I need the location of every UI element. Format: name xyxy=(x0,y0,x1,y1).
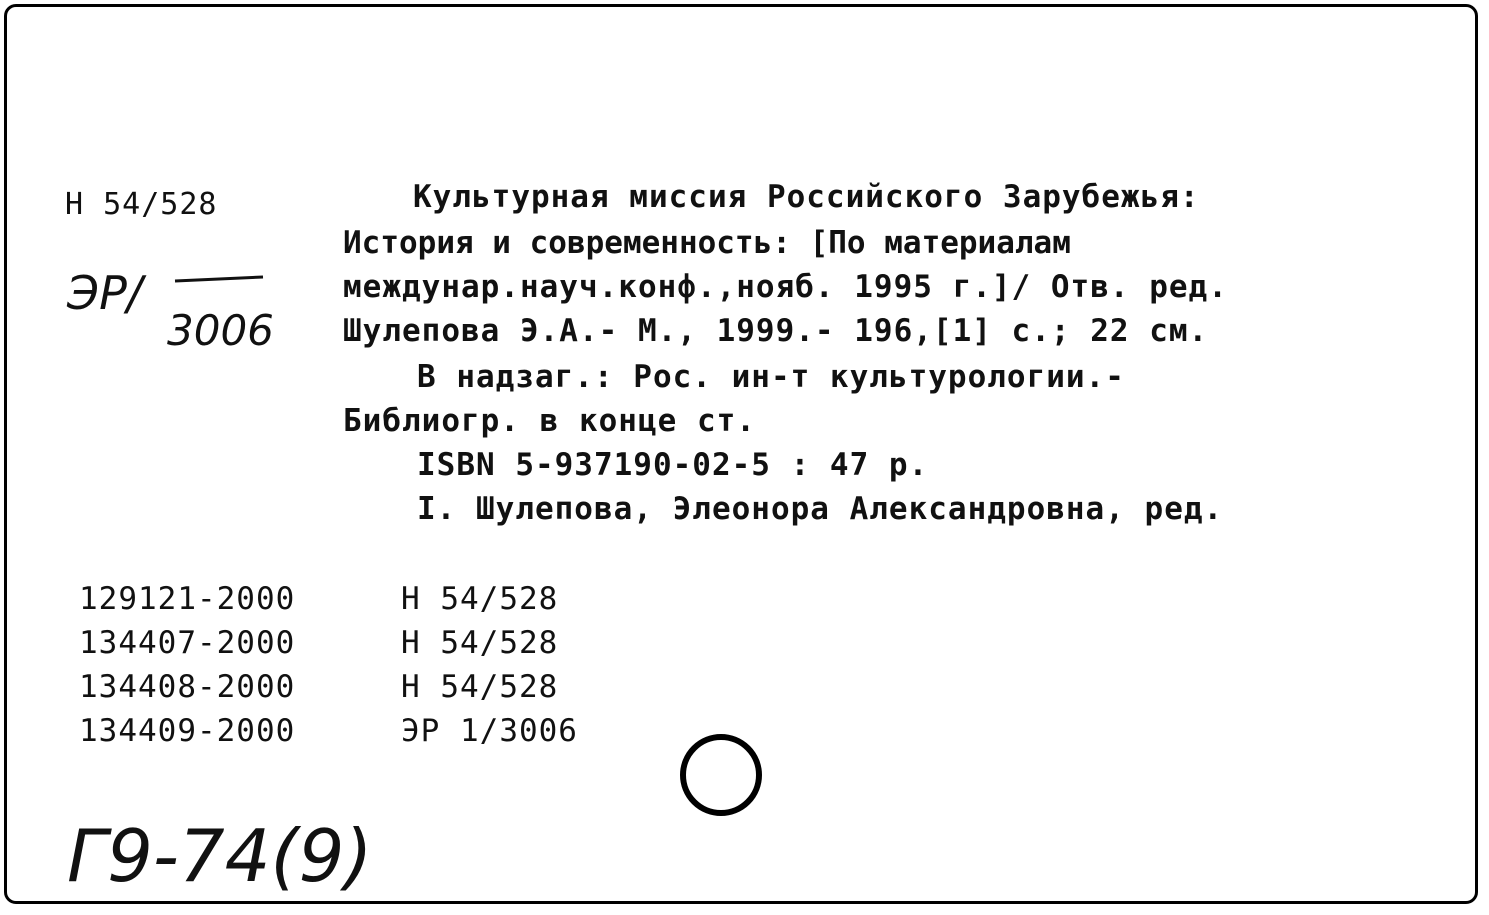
inventory-shelf: Н 54/528 xyxy=(401,581,559,617)
call-number: Н 54/528 xyxy=(65,187,218,222)
handwritten-shelf-mark-drawing xyxy=(63,257,303,367)
svg-text:Г9-74(9): Г9-74(9) xyxy=(67,814,373,898)
inventory-number: 134409-2000 xyxy=(79,713,296,749)
body-line-1: Культурная миссия Российского Зарубежья: xyxy=(413,179,1200,215)
body-line-4: Шулепова Э.А.- М., 1999.- 196,[1] с.; 22 см. xyxy=(343,313,1209,349)
inventory-number: 129121-2000 xyxy=(79,581,296,617)
inventory-number: 134407-2000 xyxy=(79,625,296,661)
svg-text:3006: 3006 xyxy=(167,306,274,355)
handwritten-code-drawing xyxy=(63,795,403,915)
inventory-row xyxy=(79,581,558,617)
inventory-shelf: Н 54/528 xyxy=(401,625,559,661)
body-line-7: ISBN 5-937190-02-5 : 47 р. xyxy=(417,447,929,483)
inventory-shelf: ЭР 1/3006 xyxy=(401,713,578,749)
inventory-shelf: Н 54/528 xyxy=(401,669,559,705)
body-line-2 xyxy=(343,225,1451,261)
inventory-row xyxy=(79,669,558,705)
card-punch-hole xyxy=(680,734,762,816)
body-line-8: I. Шулепова, Элеонора Александровна, ред. xyxy=(417,491,1224,527)
inventory-number: 134408-2000 xyxy=(79,669,296,705)
catalog-card xyxy=(4,4,1478,904)
body-line-6: Библиогр. в конце ст. xyxy=(343,403,756,439)
body-line-2-text: История и современность: [По материалам xyxy=(343,225,1071,261)
body-line-3: междунар.науч.конф.,нояб. 1995 г.]/ Отв. ред. xyxy=(343,269,1228,305)
svg-text:ЭР/: ЭР/ xyxy=(67,266,143,320)
inventory-row xyxy=(79,625,558,661)
inventory-row xyxy=(79,713,578,749)
body-line-5: В надзаг.: Рос. ин-т культурологии.- xyxy=(417,359,1125,395)
